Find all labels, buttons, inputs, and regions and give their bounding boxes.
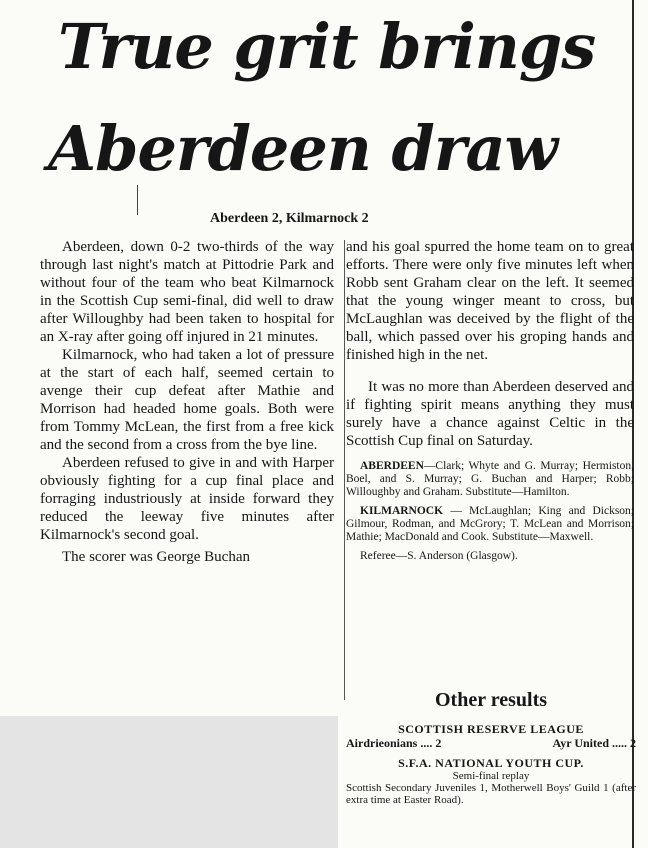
paragraph: and his goal spurred the home team on to great efforts. There were only five minutes left when Robb sent Graham clear on the left. It seemed that the young winger meant to cross, but McLaughlan was deceived by the flight of the ball, which passed over his groping hands and finished high in the net.: [346, 239, 634, 363]
article-right-column: [346, 238, 634, 563]
paragraph: Aberdeen, down 0-2 two-thirds of the way through last night's match at Pittodrie Park and without four of the team who beat Kilmarnock in the Scottish Cup semi-final, did well to draw after Willoughby had been taken to hospital for an X-ray after going off injured in 21 minutes.: [40, 239, 334, 345]
column-rule: [137, 185, 138, 215]
round-label: Semi-final replay: [452, 770, 530, 782]
cup-result: Scottish Secondary Juveniles 1, Motherwell Boys' Guild 1 (after extra time at Easter Road).: [346, 782, 636, 806]
paragraph: It was no more than Aberdeen deserved and if fighting spirit means anything they must surely have a chance against Celtic in the Scottish Cup final on Saturday.: [346, 379, 634, 449]
headline-line-2: Aberdeen draw: [48, 112, 558, 185]
scoreline: Aberdeen 2, Kilmarnock 2: [210, 211, 369, 226]
result-away: Ayr United ..... 2: [552, 736, 636, 750]
paragraph: Aberdeen refused to give in and with Harper obviously fighting for a cup final place and forraging industriously at inside forward they reduced the leeway five minutes after Kilmarnock's second goal.: [40, 455, 334, 543]
paragraph: Kilmarnock, who had taken a lot of pressure at the start of each half, seemed certain to avenge their cup defeat after Mathie and Morrison had headed home goals. Both were from Tommy McLean, the first from a free kick and the second from a cross from the bye line.: [40, 347, 334, 453]
result-home: Airdrieonians .... 2: [346, 736, 442, 750]
other-results: [346, 688, 636, 806]
aberdeen-lineup: [346, 460, 634, 499]
cup-title: S.F.A. NATIONAL YOUTH CUP.: [398, 756, 584, 770]
kilmarnock-lineup: [346, 505, 634, 544]
paragraph: The scorer was George Buchan: [62, 549, 250, 565]
team-players: —Clark; Whyte and G. Murray; Hermiston, Boel, and S. Murray; G. Buchan and Harper; Robb; Willoughby and Graham. Substitute—Hamilton.: [346, 460, 634, 498]
column-divider: [344, 240, 345, 700]
blank-area: [0, 716, 338, 848]
other-results-heading: Other results: [434, 689, 548, 711]
league-title: SCOTTISH RESERVE LEAGUE: [398, 722, 584, 736]
team-label: ABERDEEN: [360, 460, 424, 472]
referee: Referee—S. Anderson (Glasgow).: [360, 550, 518, 562]
team-players: — McLaughlan; King and Dickson; Gilmour, Rodman, and McGrory; T. McLean and Morrison; Mathie; MacDonald and Cook. Substitute—Maxwell.: [346, 505, 634, 543]
result-row: [346, 736, 636, 750]
team-lineups: [346, 460, 634, 544]
article-left-column: [40, 238, 334, 566]
team-label: KILMARNOCK: [360, 505, 444, 517]
headline: [0, 0, 648, 200]
headline-line-1: True grit brings: [58, 10, 596, 83]
